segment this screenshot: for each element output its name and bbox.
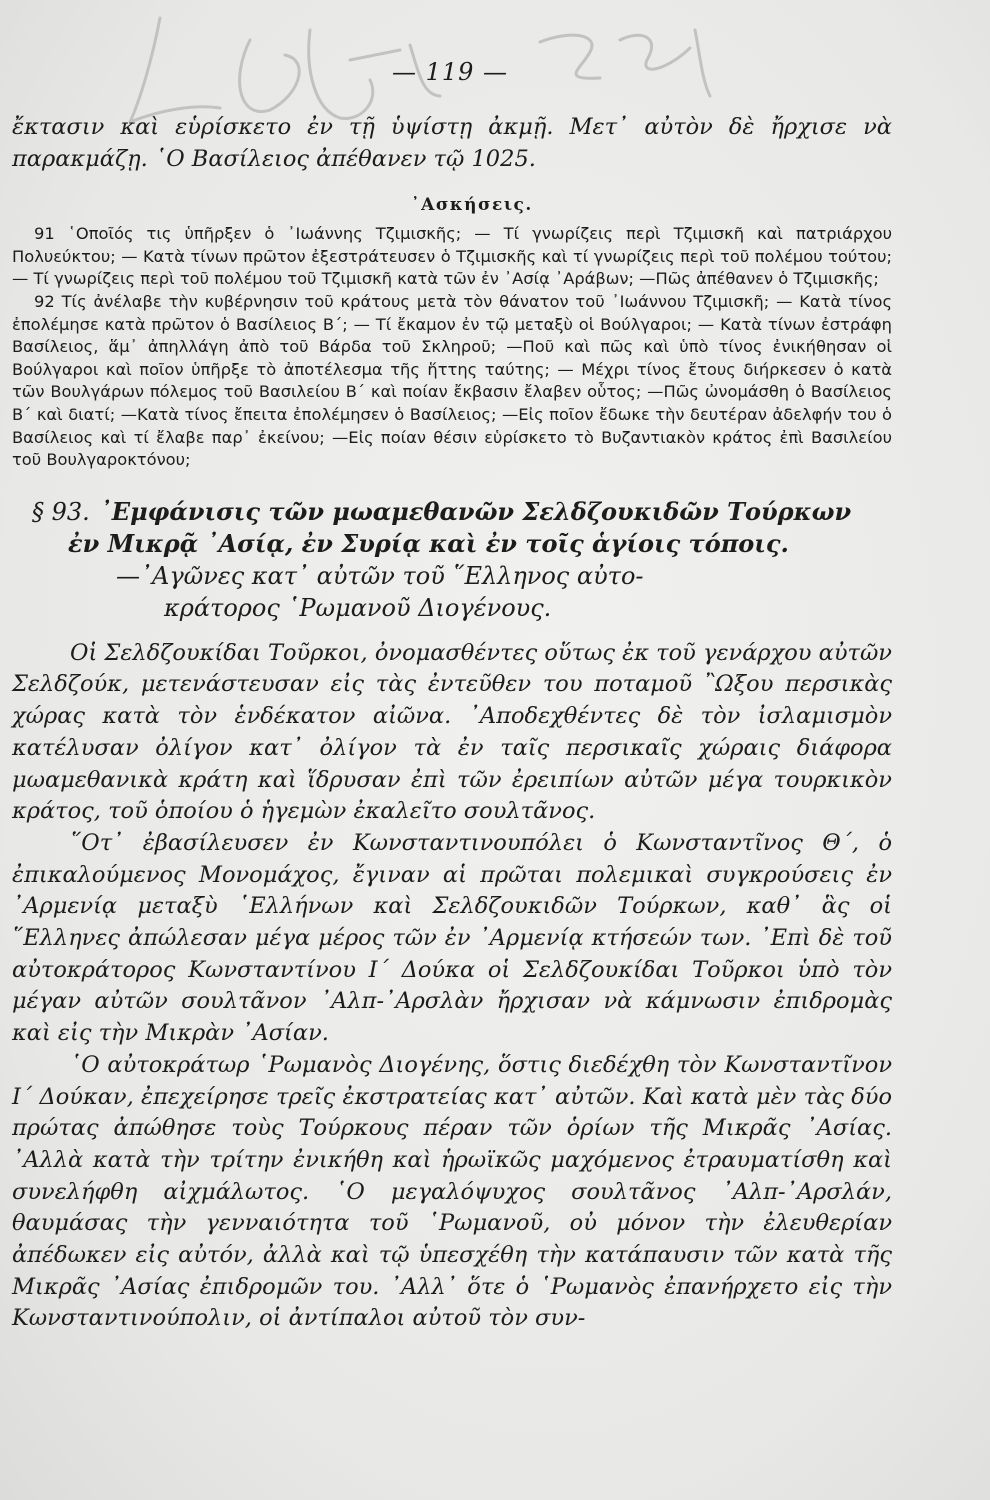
- page-number: — 119 —: [391, 58, 509, 86]
- section-title-line3: —᾽Αγῶνες κατ᾽ αὐτῶν τοῦ ῞Ελληνος αὐτο-: [116, 561, 644, 590]
- body-paragraph: ῞Οτ᾽ ἐβασίλευσεν ἐν Κωνσταντινουπόλει ὁ Κωνσταντῖνος Θ΄, ὁ ἐπικαλούμενος Μονομάχος, ἔγιναν αἱ πρῶται πολεμικαὶ συγκρούσεις ἐν ᾽Αρμενίᾳ μεταξὺ ῾Ελλήνων καὶ Σελδζουκιδῶν Τούρκων, καθ᾽ ἃς οἱ ῞Ελληνες ἀπώλεσαν μέγα μέρος τῶν ἐν ᾽Αρμενίᾳ κτήσεών των. ᾽Επὶ δὲ τοῦ αὐτοκράτορος Κωνσταντίνου Ι΄ Δούκα οἱ Σελδζουκίδαι Τοῦρκοι ὑπὸ τὸν μέγαν αὐτῶν σουλτᾶνον ᾽Αλπ-᾽Αρσλὰν ἤρχισαν νὰ κάμνωσιν ἐπιδρομὰς καὶ εἰς τὴν Μικρὰν ᾽Ασίαν.: [12, 829, 892, 1047]
- section-title-line1: ᾽Εμφάνισις τῶν μωαμεθανῶν Σελδζουκιδῶν Τούρκων: [99, 496, 852, 526]
- section-title-line4: κράτορος ῾Ρωμανοῦ Διογένους.: [164, 593, 552, 622]
- page-content: [12, 112, 892, 1335]
- section-title-line2: ἐν Μικρᾷ ᾽Ασίᾳ, ἐν Συρίᾳ καὶ ἐν τοῖς ἁγίοις τόποις.: [68, 528, 789, 558]
- exercises-heading: ᾽Ασκήσεις.: [411, 195, 533, 216]
- body-paragraph: Οἱ Σελδζουκίδαι Τοῦρκοι, ὀνομασθέντες οὕτως ἐκ τοῦ γενάρχου αὐτῶν Σελδζούκ, μετενάστευσαν εἰς τὰς ἐντεῦθεν του ποταμοῦ ῍Ωξου περσικὰς χώρας κατὰ τὸν ἑνδέκατον αἰῶνα. ᾽Αποδεχθέντες δὲ τὸν ἰσλαμισμὸν κατέλυσαν ὀλίγον κατ᾽ ὀλίγον τὰ ἐν ταῖς περσικαῖς χώραις διάφορα μωαμεθανικὰ κράτη καὶ ἵδρυσαν ἐπὶ τῶν ἐρειπίων αὐτῶν μέγα τουρκικὸν κράτος, τοῦ ὁποίου ὁ ἡγεμὼν ἐκαλεῖτο σουλτᾶνος.: [12, 639, 892, 825]
- exercise-item: 92 Τίς ἀνέλαβε τὴν κυβέρνησιν τοῦ κράτους μετὰ τὸν θάνατον τοῦ ᾽Ιωάννου Τζιμισκῆ; — Κατὰ τίνος ἐπολέμησε κατὰ πρῶτον ὁ Βασίλειος Β΄; — Τί ἔκαμον ἐν τῷ μεταξὺ οἱ Βούλγαροι; — Κατὰ τίνων ἐστράφη Βασίλειος, ἅμ᾽ ἀπηλλάγη ἀπὸ τοῦ Βάρδα τοῦ Σκληροῦ; —Ποῦ καὶ πῶς καὶ ὑπὸ τίνος ἐνικήθησαν οἱ Βούλγαροι καὶ ποῖον ὑπῆρξε τὸ ἀποτέλεσμα τῆς ἥττης ταύτης; — Μέχρι τίνος ἔτους διήρκεσεν ὁ κατὰ τῶν Βουλγάρων πόλεμος τοῦ Βασιλείου Β΄ καὶ ποίαν ἔκβασιν ἔλαβεν οὗτος; —Πῶς ὠνομάσθη ὁ Βασίλειος Β΄ καὶ διατί; —Κατὰ τίνος ἔπειτα ἐπολέμησεν ὁ Βασίλειος; —Εἰς ποῖον ἔδωκε τὴν δευτέραν ἀδελφήν του ὁ Βασίλειος καὶ τί ἔλαβε παρ᾽ ἐκείνου; —Εἰς ποίαν θέσιν εὑρίσκετο τὸ Βυζαντιακὸν κράτος ἐπὶ Βασιλείου τοῦ Βουλγαροκτόνου;: [12, 291, 892, 470]
- exercise-item: 91 ῾Οποῖός τις ὑπῆρξεν ὁ ᾽Ιωάννης Τζιμισκῆς; — Τί γνωρίζεις περὶ Τζιμισκῆ καὶ πατριάρχου Πολυεύκτου; — Κατὰ τίνων πρῶτον ἐξεστράτευσεν ὁ Τζιμισκῆς καὶ τί γνωρίζεις περὶ τοῦ πολέμου τούτου; — Τί γνωρίζεις περὶ τοῦ πολέμου τοῦ Τζιμισκῆ κατὰ τῶν ἐν ᾽Ασίᾳ ᾽Αράβων; —Πῶς ἀπέθανεν ὁ Τζιμισκῆς;: [12, 224, 892, 289]
- section-heading: [12, 496, 892, 624]
- section-heading-line: [12, 496, 892, 528]
- continuation-paragraph: ἔκτασιν καὶ εὑρίσκετο ἐν τῇ ὑψίστῃ ἀκμῇ. Μετ᾽ αὐτὸν δὲ ἤρχισε νὰ παρακμάζῃ. ῾Ο Βασίλειος ἀπέθανεν τῷ 1025.: [12, 114, 892, 172]
- body-paragraph: ῾Ο αὐτοκράτωρ ῾Ρωμανὸς Διογένης, ὅστις διεδέχθη τὸν Κωνσταντῖνον Ι΄ Δούκαν, ἐπεχείρησε τρεῖς ἐκστρατείας κατ᾽ αὐτῶν. Καὶ κατὰ μὲν τὰς δύο πρώτας ἀπώθησε τοὺς Τούρκους πέραν τῶν ὁρίων τῆς Μικρᾶς ᾽Ασίας. ᾽Αλλὰ κατὰ τὴν τρίτην ἐνικήθη καὶ ἡρωϊκῶς μαχόμενος ἐτραυματίσθη καὶ συνελήφθη αἰχμάλωτος. ῾Ο μεγαλόψυχος σουλτᾶνος ᾽Αλπ-᾽Αρσλάν, θαυμάσας τὴν γενναιότητα τοῦ ῾Ρωμανοῦ, οὐ μόνον τὴν ἐλευθερίαν ἀπέδωκεν εἰς αὐτόν, ἀλλὰ καὶ τῷ ὑπεσχέθη τὴν κατάπαυσιν τῶν κατὰ τῆς Μικρᾶς ᾽Ασίας ἐπιδρομῶν του. ᾽Αλλ᾽ ὅτε ὁ ῾Ρωμανὸς ἐπανήρχετο εἰς τὴν Κωνσταντινούπολιν, οἱ ἀντίπαλοι αὐτοῦ τὸν συν-: [12, 1051, 892, 1332]
- section-number: § 93.: [32, 497, 90, 526]
